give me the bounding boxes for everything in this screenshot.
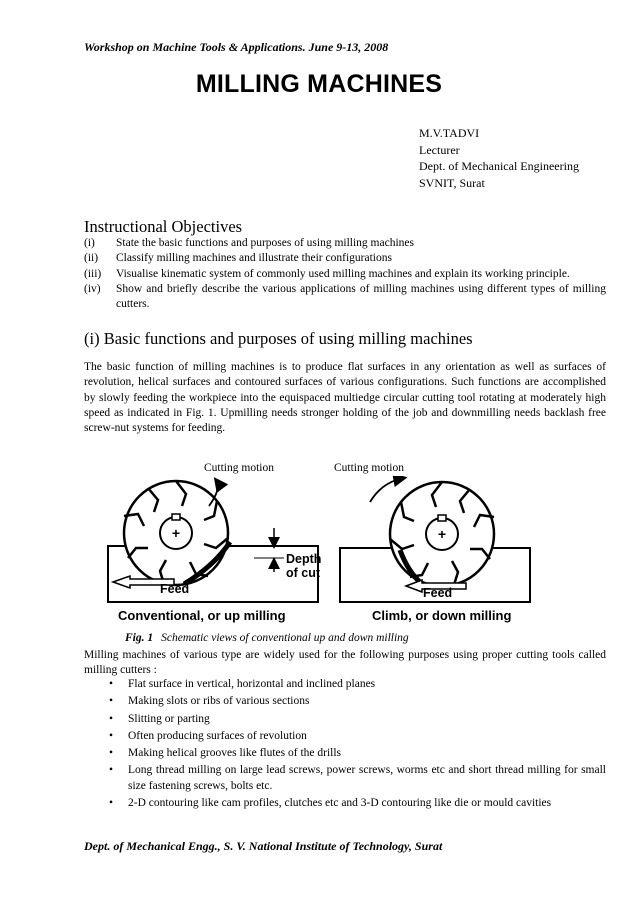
list-item-text: Making helical grooves like flutes of the drills <box>128 747 342 760</box>
objective-text: State the basic functions and purposes of using milling machines <box>116 237 414 249</box>
list-item <box>84 729 606 745</box>
list-item <box>84 796 606 812</box>
list-item-text: Flat surface in vertical, horizontal and inclined planes <box>128 678 376 690</box>
of-cut-label: of cut <box>286 566 321 580</box>
objectives-heading: Instructional Objectives <box>84 217 243 236</box>
feed-label-right: Feed <box>423 586 453 600</box>
list-item <box>84 746 606 762</box>
bullet: • <box>108 797 113 810</box>
depth-label: Depth <box>286 552 322 566</box>
purposes-list <box>84 677 606 814</box>
objective-number: (iv) <box>84 282 101 295</box>
objective-item <box>84 236 606 251</box>
cutting-motion-label-left: Cutting motion <box>204 462 274 474</box>
milling-figure <box>104 476 534 628</box>
author-position: Lecturer <box>419 142 460 157</box>
list-item <box>84 712 606 728</box>
running-header: Workshop on Machine Tools & Applications. June 9-13, 2008 <box>84 40 389 54</box>
objective-text: Show and briefly describe the various applications of milling machines using different types of milling cutters. <box>116 282 606 311</box>
objective-item <box>84 282 606 313</box>
up-milling-caption: Conventional, or up milling <box>118 608 286 623</box>
down-milling-caption: Climb, or down milling <box>372 608 512 623</box>
objective-number: (iii) <box>84 267 102 280</box>
list-item-text: Slitting or parting <box>128 712 210 725</box>
rotation-arrow-right <box>370 478 404 502</box>
figure-caption-text: Schematic views of conventional up and down milling <box>161 632 409 644</box>
cutting-motion-label-right: Cutting motion <box>334 462 404 474</box>
bullet: • <box>108 695 113 708</box>
up-milling-diagram <box>108 480 321 623</box>
objective-number: (i) <box>84 237 95 249</box>
page-footer: Dept. of Mechanical Engg., S. V. National Institute of Technology, Surat <box>84 839 443 853</box>
objective-number: (ii) <box>84 252 99 265</box>
list-item <box>84 694 606 710</box>
svg-text:+: + <box>171 525 181 541</box>
author-institute: SVNIT, Surat <box>419 175 485 190</box>
list-item-text: Often producing surfaces of revolution <box>128 729 307 742</box>
list-item <box>84 763 606 794</box>
list-item <box>84 677 606 693</box>
milling-cutter-left <box>124 481 228 585</box>
bullet: • <box>108 712 113 725</box>
figure-caption <box>125 632 409 644</box>
bullet: • <box>108 729 113 742</box>
page-title: MILLING MACHINES <box>195 70 443 98</box>
objective-item <box>84 267 606 282</box>
section-heading: (i) Basic functions and purposes of using milling machines <box>84 329 473 348</box>
bullet: • <box>108 764 113 777</box>
down-milling-diagram <box>340 478 530 623</box>
author-name: M.V.TADVI <box>419 126 480 140</box>
objectives-list <box>84 236 606 312</box>
objective-item <box>84 251 606 266</box>
bullet: • <box>108 678 113 690</box>
bullet: • <box>108 747 113 760</box>
list-item-text: 2-D contouring like cam profiles, clutches etc and 3-D contouring like die or mould cavities <box>128 797 552 810</box>
feed-label-left: Feed <box>160 582 190 596</box>
section-paragraph: The basic function of milling machines is to produce flat surfaces in any orientation as well as surfaces of revolution, helical surfaces and contoured surfaces of various configurations. Such functions are accomplished by slowly feeding the workpiece into the equispaced multiedge circular cutting tool rotating at moderately high speed as indicated in Fig. 1. Upmilling needs stronger holding of the job and downmilling needs backlash free screw-nut systems for feeding. <box>84 361 606 435</box>
list-item-text: Long thread milling on large lead screws, power screws, worms etc and short thread milling for small size fastening screws, bolts etc. <box>128 764 606 792</box>
milling-cutter-right <box>390 482 494 586</box>
objective-text: Visualise kinematic system of commonly used milling machines and explain its working principle. <box>116 267 570 280</box>
objective-text: Classify milling machines and illustrate their configurations <box>116 252 392 265</box>
svg-text:+: + <box>437 526 447 542</box>
author-block <box>419 125 579 191</box>
author-department: Dept. of Mechanical Engineering <box>419 159 579 173</box>
list-item-text: Making slots or ribs of various sections <box>128 695 310 708</box>
purposes-intro: Milling machines of various type are widely used for the following purposes using proper cutting tools called milling cutters : <box>84 649 606 677</box>
figure-number: Fig. 1 <box>125 632 154 644</box>
